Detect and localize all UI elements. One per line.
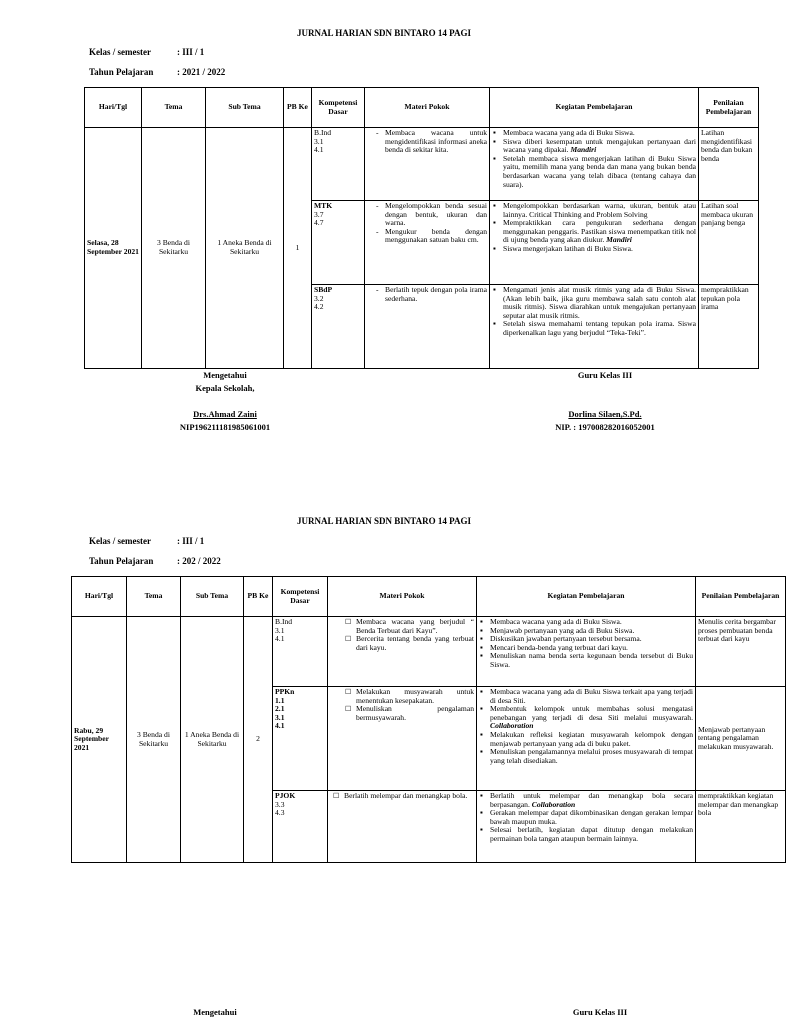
list-item: - Mengukur benda dengan menggunakan satuan baku cm. [385, 228, 487, 245]
kelas-line [89, 536, 204, 546]
header-kegiatan: Kegiatan Pembelajaran [477, 577, 696, 617]
penilaian-cell: Latihan soal membaca ukuran panjang benga [699, 201, 759, 285]
list-item: ▪ Gerakan melempar dapat dikombinasikan dengan gerakan lempar bawah maupun muka. [490, 809, 693, 826]
header-kd: Kompetensi Dasar [312, 88, 365, 128]
header-pb: PB Ke [244, 577, 273, 617]
list-item: ☐ Bercerita tentang benda yang terbuat dari kayu. [356, 635, 474, 652]
list-item: ▪ Membaca wacana yang ada di Buku Siswa. [503, 129, 696, 138]
kelas-label: Kelas / semester [89, 47, 151, 57]
kd-codes: 3.2 4.2 [314, 293, 324, 312]
kd-cell [312, 201, 365, 285]
list-item: ▪ Membaca wacana yang ada di Buku Siswa terkait apa yang terjadi di desa Siti. [490, 688, 693, 705]
header-pb: PB Ke [284, 88, 312, 128]
kd-cell [312, 285, 365, 369]
kegiatan-cell [490, 285, 699, 369]
kd-codes: 3.7 4.7 [314, 209, 324, 228]
journal-page-1 [0, 0, 768, 460]
tahun-label: Tahun Pelajaran [89, 556, 154, 566]
tema-cell: 3 Benda di Sekitarku [142, 128, 206, 369]
table-header-row [85, 88, 759, 128]
kd-subject: PJOK [275, 791, 296, 800]
header-subtema: Sub Tema [206, 88, 284, 128]
list-item: ▪ Mengamati jenis alat musik ritmis yang ada di Buku Siswa. (Akan lebih baik, jika guru membawa salah satu contoh alat musik ritmis). Siswa diarahkan untuk mengajukan pertanyaan seputar alat musik ritmis. [503, 286, 696, 320]
kegiatan-cell [490, 128, 699, 201]
header-tema: Tema [127, 577, 181, 617]
kelas-line [89, 47, 204, 57]
list-item: ▪ Menuliskan pengalamannya melalui proses musyawarah di tempat yang telah disediakan. [490, 748, 693, 765]
header-penilaian: Penilaian Pembelajaran [696, 577, 786, 617]
signature-right [525, 1006, 675, 1019]
header-kd: Kompetensi Dasar [273, 577, 328, 617]
materi-cell [365, 128, 490, 201]
list-item: - Mengelompokkan benda sesuai dengan bentuk, ukuran dan warna. [385, 202, 487, 228]
header-materi: Materi Pokok [328, 577, 477, 617]
list-item: ▪ Diskusikan jawaban pertanyaan tersebut bersama. [490, 635, 693, 644]
kegiatan-cell [477, 791, 696, 863]
list-item: ▪ Melakukan refleksi kegiatan musyawarah kelompok dengan menjawab pertanyaan yang ada di buku paket. [490, 731, 693, 748]
list-item: ▪ Selesai berlatih, kegiatan dapat ditutup dengan melakukan permainan bola tangan ataupun bermain lainnya. [490, 826, 693, 843]
sign-left-nip: NIP196211181985061001 [179, 422, 271, 432]
list-item: ▪ Siswa mengerjakan latihan di Buku Siswa. [503, 245, 696, 254]
sign-right-role: Guru Kelas III [572, 1007, 628, 1017]
list-item: ☐ Menuliskan pengalaman bermusyawarah. [356, 705, 474, 722]
journal-page-2 [0, 488, 780, 1024]
hari-cell: Rabu, 29 September 2021 [72, 617, 127, 863]
kd-subject: SBdP [314, 285, 333, 294]
kd-cell [273, 791, 328, 863]
penilaian-cell: Menulis cerita bergambar proses pembuatan benda terbuat dari kayu [696, 617, 786, 687]
sign-right-role: Guru Kelas III [577, 370, 633, 380]
materi-cell [328, 687, 477, 791]
kegiatan-cell [477, 687, 696, 791]
list-item: ▪ Menjawab pertanyaan yang ada di Buku Siswa. [490, 627, 693, 636]
penilaian-cell: mempraktikkan kegiatan melempar dan menangkap bola [696, 791, 786, 863]
subtema-cell: 1 Aneka Benda di Sekitarku [181, 617, 244, 863]
penilaian-cell: Latihan mengidentifikasi benda dan bukan benda [699, 128, 759, 201]
kelas-value: : III / 1 [177, 47, 205, 57]
signature-left [140, 1006, 290, 1019]
journal-table-2 [71, 576, 786, 863]
materi-cell [328, 617, 477, 687]
materi-cell [365, 285, 490, 369]
materi-cell [328, 791, 477, 863]
tahun-value: : 2021 / 2022 [177, 67, 226, 77]
list-item: ▪ Setelah siswa memahami tentang tepukan pola irama. Siswa diperkenalkan lagu yang berjudul “Teka-Teki”. [503, 320, 696, 337]
kd-cell [273, 617, 328, 687]
list-item: ☐ Berlatih melempar dan menangkap bola. [344, 792, 474, 801]
tahun-line [89, 556, 221, 566]
tahun-label: Tahun Pelajaran [89, 67, 154, 77]
kd-codes: 1.1 2.1 3.1 4.1 [275, 695, 285, 731]
list-item: ▪ Mengelompokkan berdasarkan warna, ukuran, bentuk atau lainnya. Critical Thinking and Problem Solving [503, 202, 696, 219]
list-item: ▪ Setelah membaca siswa mengerjakan latihan di Buku Siswa yaitu, memilih mana yang benda dan mana yang bukan benda berdasarkan wacana yang telah dibaca (tentang cahaya dan suara). [503, 155, 696, 189]
header-tema: Tema [142, 88, 206, 128]
kd-cell [273, 687, 328, 791]
page-title: JURNAL HARIAN SDN BINTARO 14 PAGI [297, 516, 471, 526]
pb-cell: 1 [284, 128, 312, 369]
sign-left-name: Drs.Ahmad Zaini [193, 409, 257, 419]
kd-subject: B.Ind [314, 128, 332, 137]
penilaian-cell: Menjawab pertanyaan tentang pengalaman melakukan musyawarah. [696, 687, 786, 791]
subtema-cell: 1 Aneka Benda di Sekitarku [206, 128, 284, 369]
tahun-value: : 202 / 2022 [177, 556, 221, 566]
sign-left-label: Mengetahui [203, 370, 247, 380]
list-item: ☐ Membaca wacana yang berjudul “ Benda Terbuat dari Kayu”. [356, 618, 474, 635]
list-item: ☐ Melakukan musyawarah untuk menentukan kesepakatan. [356, 688, 474, 705]
sign-right-name: Dorlina Silaen,S.Pd. [568, 409, 642, 419]
sign-left-role: Kepala Sekolah, [195, 383, 255, 393]
signature-left [150, 369, 300, 434]
kd-codes: 3.1 4.1 [314, 136, 324, 155]
list-item: - Berlatih tepuk dengan pola irama sederhana. [385, 286, 487, 303]
list-item: ▪ Mencari benda-benda yang terbuat dari kayu. [490, 644, 693, 653]
hari-cell: Selasa, 28 September 2021 [85, 128, 142, 369]
table-row [85, 128, 759, 201]
list-item: ▪ Membaca wacana yang ada di Buku Siswa. [490, 618, 693, 627]
penilaian-cell: mempraktikkan tepukan pola irama [699, 285, 759, 369]
sign-right-nip: NIP. : 197008282016052001 [555, 422, 655, 432]
kd-subject: MTK [314, 201, 333, 210]
kd-cell [312, 128, 365, 201]
header-materi: Materi Pokok [365, 88, 490, 128]
kd-codes: 3.1 4.1 [275, 625, 285, 644]
list-item: ▪ Menuliskan nama benda serta kegunaan benda tersebut di Buku Siswa. [490, 652, 693, 669]
header-subtema: Sub Tema [181, 577, 244, 617]
kelas-value: : III / 1 [177, 536, 205, 546]
header-penilaian: Penilaian Pembelajaran [699, 88, 759, 128]
signature-right [530, 369, 680, 434]
list-item: - Membaca wacana untuk mengidentifikasi informasi aneka benda di sekitar kita. [385, 129, 487, 155]
pb-cell: 2 [244, 617, 273, 863]
tahun-line [89, 67, 225, 77]
list-item: ▪ Berlatih untuk melempar dan menangkap bola secara berpasangan. Collaboration [490, 792, 693, 809]
kegiatan-cell [490, 201, 699, 285]
page-title: JURNAL HARIAN SDN BINTARO 14 PAGI [297, 28, 471, 38]
list-item: ▪ Membentuk kelompok untuk membahas solusi mengatasi penebangan yang terjadi di desa Siti melalui musyawarah. Collaboration [490, 705, 693, 731]
tema-cell: 3 Benda di Sekitarku [127, 617, 181, 863]
kelas-label: Kelas / semester [89, 536, 151, 546]
materi-cell [365, 201, 490, 285]
list-item: ▪ Mempraktikkan cara pengukuran sederhana dengan menggunakan penggaris. Pastikan siswa menempatkan titik nol di ujung benda yang akan diukur. Mandiri [503, 219, 696, 245]
kegiatan-cell [477, 617, 696, 687]
list-item: ▪ Siswa diberi kesempatan untuk mengajukan pertanyaan dari wacana yang dipakai. Mandiri [503, 138, 696, 155]
header-kegiatan: Kegiatan Pembelajaran [490, 88, 699, 128]
kd-subject: PPKn [275, 687, 295, 696]
header-hari: Hari/Tgl [85, 88, 142, 128]
journal-table-1 [84, 87, 759, 369]
kd-subject: B.Ind [275, 617, 293, 626]
table-header-row [72, 577, 786, 617]
sign-left-label: Mengetahui [193, 1007, 237, 1017]
table-row [72, 617, 786, 687]
header-hari: Hari/Tgl [72, 577, 127, 617]
kd-codes: 3.3 4.3 [275, 799, 285, 818]
